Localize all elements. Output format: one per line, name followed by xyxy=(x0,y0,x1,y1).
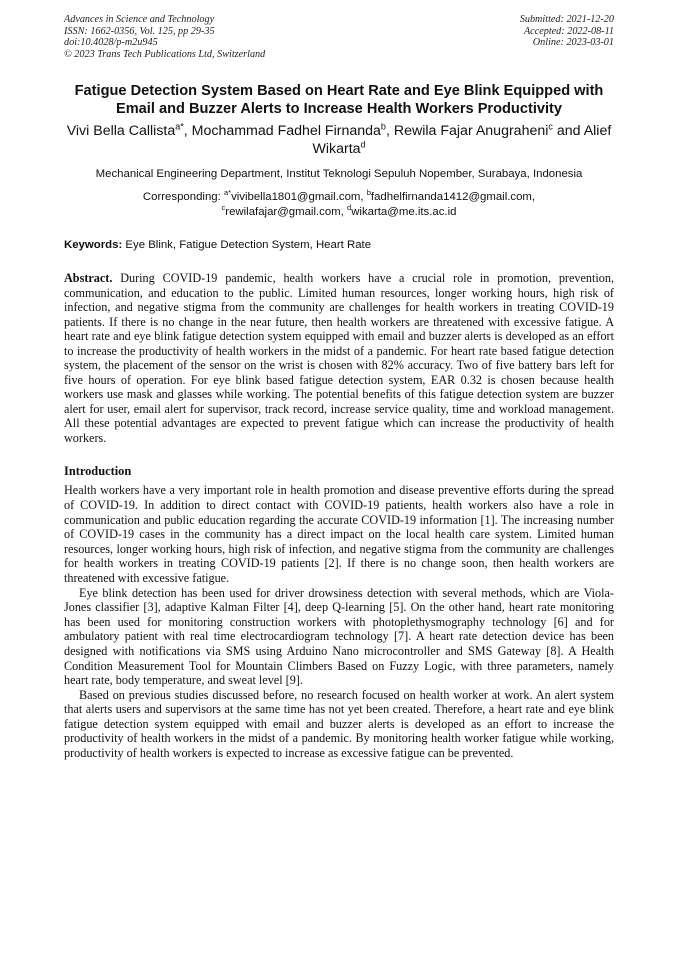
email-link[interactable]: $^c$rewilafajar@gmail.com xyxy=(221,203,341,218)
author-list xyxy=(64,122,614,158)
paragraph: Eye blink detection has been used for driver drowsiness detection with several methods, which are Viola-Jones classifier [3], adaptive Kalman Filter [4], deep Q-learning [5]. On the other hand, heart rate monitoring has been used for monitoring construction workers with photoplethysmography technology [6] and for ambulatory patient with real time electrocardiogram technology [7]. A heart rate detection device has been designed with notifications via SMS using Arduino Nano microcontroller and SMS Gateway [8]. A Health Condition Measurement Tool for Mountain Climbers Based on Fuzzy Logic, with three parameters, namely heart rate, body temperature, and sweat level [9]. xyxy=(64,585,614,688)
author: Vivi Bella Callista$^{a*}$, xyxy=(66,121,192,140)
online-date: Online: 2023-03-01 xyxy=(532,37,614,49)
email-link[interactable]: $^d$wikarta@me.its.ac.id xyxy=(347,203,457,218)
journal-name: Advances in Science and Technology xyxy=(64,14,215,25)
section-heading-introduction: Introduction xyxy=(64,464,132,479)
journal-copyright: © 2023 Trans Tech Publications Ltd, Switzerland xyxy=(64,48,266,60)
corresponding-label: Corresponding: xyxy=(142,191,224,204)
journal-header xyxy=(64,14,614,60)
paper-title: Fatigue Detection System Based on Heart Rate and Eye Blink Equipped with Email and Buzzer Alerts to Increase Health Workers Productivity xyxy=(74,83,604,118)
paragraph: Health workers have a very important role in health promotion and disease preventive efforts during the spread of COVID-19. In addition to direct contact with COVID-19 patients, health workers also have a role in communication and public education regarding the accurate COVID-19 information [1]. The increasing number of COVID-19 cases in the community has a direct impact on the local health care system. Limited human resources, longer working hours, high risk of infection, and negative stigma from the community are challenges for health workers in treating COVID-19 patients [2]. If there is no change soon, then health workers are threatened with excessive fatigue. xyxy=(64,483,614,585)
corresponding-emails: Corresponding: $^{a*}$vivibella1801@gmail.com, $^b$fadhelfirnanda1412@gmail.com, $^c$rewilafajar@gmail.com, $^d$wikarta@me.its.ac.id xyxy=(142,188,536,218)
keywords xyxy=(64,238,614,252)
accepted-date: Accepted: 2022-08-11 xyxy=(523,25,614,37)
abstract xyxy=(64,271,614,445)
journal-issn: ISSN: 1662-0356, Vol. 125, pp 29-35 xyxy=(64,25,215,37)
email-link[interactable]: $^{a*}$vivibella1801@gmail.com xyxy=(223,188,361,204)
journal-dates xyxy=(520,14,614,60)
journal-doi: doi:10.4028/p-m2u945 xyxy=(64,37,158,49)
abstract-label: Abstract. xyxy=(64,271,113,286)
affiliation: Mechanical Engineering Department, Institut Teknologi Sepuluh Nopember, Surabaya, Indonesia xyxy=(95,168,583,181)
keywords-label: Keywords: xyxy=(64,239,123,252)
author: Alief Wikarta$^d$ xyxy=(312,123,612,158)
author: Rewila Fajar Anugraheni$^c$ and xyxy=(393,121,584,140)
abstract-text: During COVID-19 pandemic, health workers have a crucial role in promotion, prevention, communication, and education to the public. Limited human resources, longer working hours, high risk of infection, and negative stigma from the community are challenges for health workers in treating COVID-19 patients. If there is no change in the near future, then health workers are threatened with excessive fatigue. A heart rate and eye blink fatigue detection system equipped with email and buzzer alerts is developed as an effort to increase the productivity of health workers in the midst of a pandemic. For heart rate based fatigue detection system, the placement of the sensor on the wrist is chosen with 82% accuracy. Two of five battery bars left for five hours of operation. For eye blink based fatigue detection system, EAR 0.32 is chosen because health workers use mask and glasses while working. The potential benefits of this fatigue detection system are buzzer alert for user, email alert for supervisor, track record, increase service quality, time and workload management. All these potential advantages are expected to prevent fatigue which can increase the productivity of health workers. xyxy=(64,271,614,445)
paragraph: Based on previous studies discussed before, no research focused on health worker at work. An alert system that alerts users and supervisors at the same time has not yet been created. Therefore, a heart rate and eye blink fatigue detection system equipped with email and buzzer alerts is developed as an effort to increase the productivity of health workers in the midst of a pandemic. By monitoring health worker fatigue while working, productivity of health workers is expected to increase as excessive fatigue can be prevented. xyxy=(64,687,614,761)
journal-info xyxy=(64,14,265,60)
paper-page xyxy=(64,14,614,761)
submitted-date: Submitted: 2021-12-20 xyxy=(519,14,614,25)
email-link[interactable]: $^b$fadhelfirnanda1412@gmail.com xyxy=(366,188,532,204)
author: Mochammad Fadhel Firnanda$^b$, xyxy=(191,121,394,140)
keywords-text: Eye Blink, Fatigue Detection System, Heart Rate xyxy=(122,239,372,252)
